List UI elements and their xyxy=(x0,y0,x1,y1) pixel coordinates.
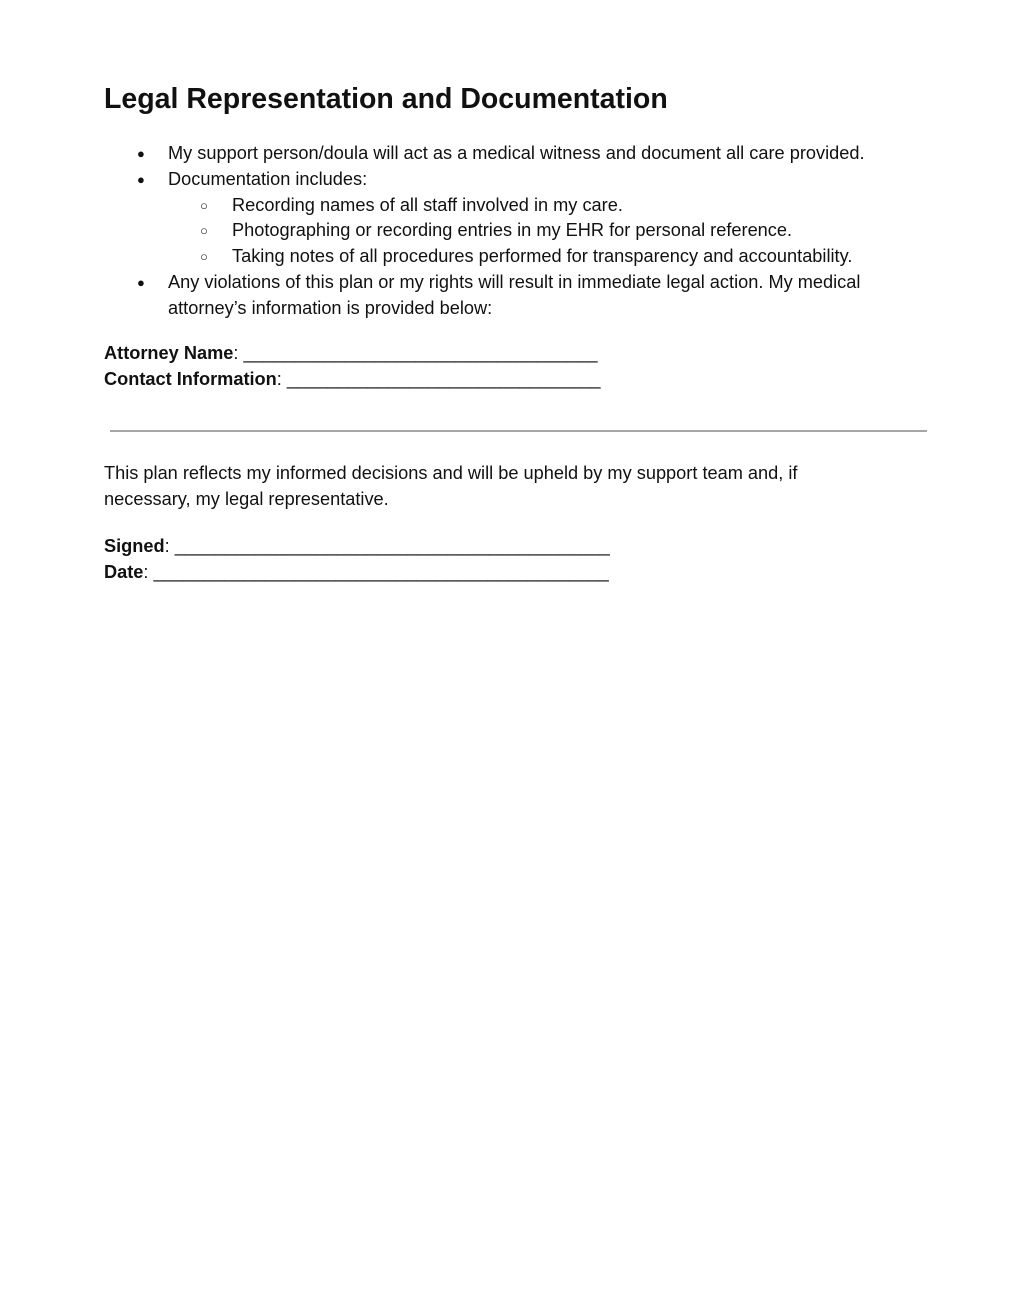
contact-information-row xyxy=(104,367,600,393)
attorney-fields xyxy=(104,341,600,393)
contact-information-label: Contact Information xyxy=(104,368,277,389)
bullet-disc-icon: ● xyxy=(137,146,145,161)
signed-label: Signed xyxy=(104,536,165,556)
bullet-disc-icon: ● xyxy=(137,171,145,187)
list-item-text-continued: attorney’s information is provided below: xyxy=(168,297,493,318)
list-item-text: Any violations of this plan or my rights will result in immediate legal action. My medical xyxy=(168,271,861,292)
closing-line: necessary, my legal representative. xyxy=(104,488,389,509)
date-blank: : _____________________________________________ xyxy=(143,561,609,582)
bullet-circle-icon: ○ xyxy=(200,223,208,239)
date-row xyxy=(104,560,610,586)
signature-fields xyxy=(104,534,610,586)
signed-row xyxy=(104,534,610,560)
list-item xyxy=(104,270,934,322)
bullet-circle-icon: ○ xyxy=(200,197,208,213)
closing-line: This plan reflects my informed decisions and will be upheld by my support team and, if xyxy=(104,463,798,483)
list-item xyxy=(104,141,934,167)
signed-blank: : ___________________________________________ xyxy=(164,536,610,556)
attorney-name-blank: : ___________________________________ xyxy=(233,343,598,363)
page-title: Legal Representation and Documentation xyxy=(104,83,668,115)
attorney-name-row xyxy=(104,341,600,367)
horizontal-divider xyxy=(110,430,927,432)
sub-list-item xyxy=(104,218,934,244)
closing-statement xyxy=(104,461,797,513)
sub-list-item-text: Photographing or recording entries in my EHR for personal reference. xyxy=(232,220,793,241)
date-label: Date xyxy=(104,561,144,582)
attorney-name-label: Attorney Name xyxy=(104,343,234,363)
bullet-circle-icon: ○ xyxy=(200,249,208,265)
list-item xyxy=(104,167,934,193)
contact-information-blank: : _______________________________ xyxy=(276,368,601,389)
documentation-list xyxy=(104,141,934,322)
sub-list-item-text: Taking notes of all procedures performed for transparency and accountability. xyxy=(232,246,853,267)
list-item-text: Documentation includes: xyxy=(168,168,368,189)
sub-list-item xyxy=(104,193,934,219)
sub-list-item xyxy=(104,244,934,270)
sub-list-item-text: Recording names of all staff involved in my care. xyxy=(232,194,623,215)
list-item-text: My support person/doula will act as a medical witness and document all care provided. xyxy=(168,143,865,163)
bullet-disc-icon: ● xyxy=(137,274,145,290)
